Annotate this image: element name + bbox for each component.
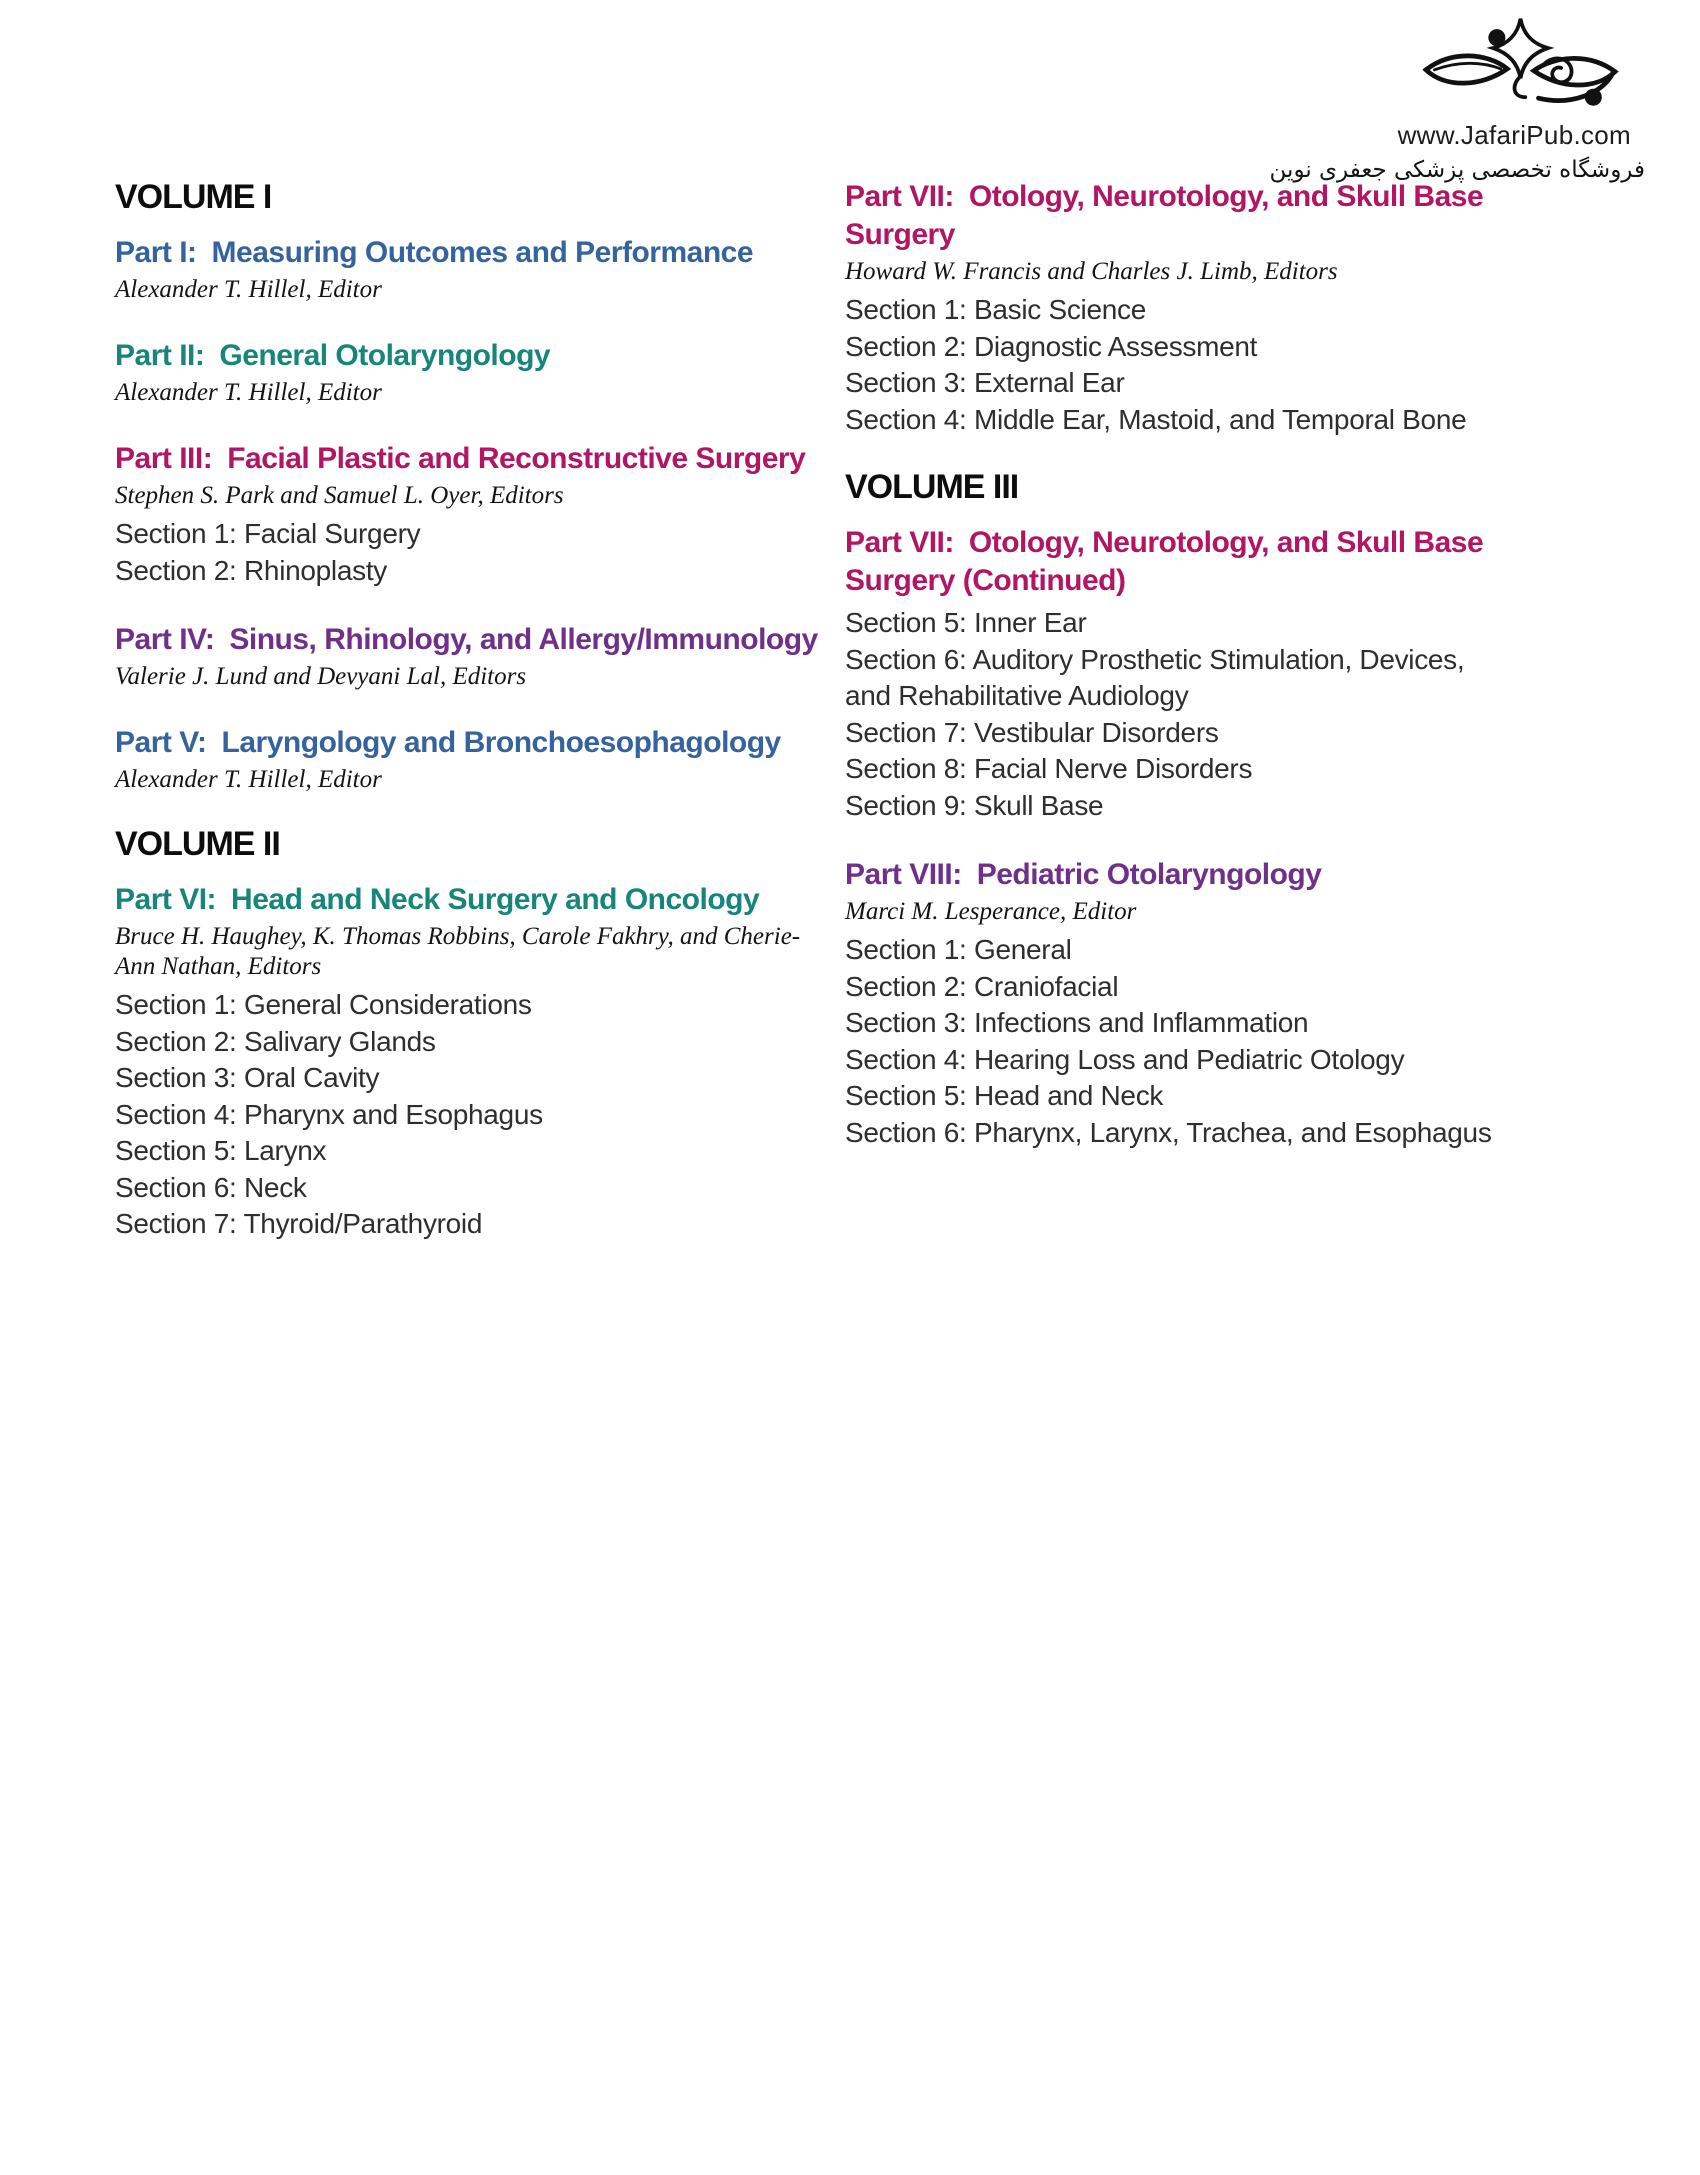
part-label: Part VI: <box>115 883 217 916</box>
volume-heading: VOLUME III <box>845 468 1019 506</box>
part-label: Part VII: <box>845 526 954 559</box>
part-editors: Stephen S. Park and Samuel L. Oyer, Editors <box>115 482 564 509</box>
section-item: Section 5: Inner Ear <box>845 607 1087 638</box>
section-item: Section 9: Skull Base <box>845 789 1104 821</box>
section-list <box>845 605 1515 824</box>
section-item: Section 3: Oral Cavity <box>115 1062 380 1093</box>
part-title-text: Laryngology and Bronchoesophagology <box>221 726 781 759</box>
section-item: Section 3: External Ear <box>845 367 1125 398</box>
part-label: Part II: <box>115 339 205 372</box>
section-item: Section 1: Facial Surgery <box>115 518 421 549</box>
part-label: Part IV: <box>115 623 215 656</box>
part-block <box>115 621 820 692</box>
part-heading <box>115 621 820 659</box>
part-heading <box>845 856 1515 894</box>
section-item: Section 6: Auditory Prosthetic Stimulation, Devices, and Rehabilitative Audiology <box>845 643 1465 711</box>
section-item: Section 2: Craniofacial <box>845 970 1119 1002</box>
section-item: Section 1: General Considerations <box>115 989 532 1020</box>
part-block <box>115 337 820 408</box>
section-item: Section 8: Facial Nerve Disorders <box>845 753 1253 784</box>
section-item: Section 6: Pharynx, Larynx, Trachea, and Esophagus <box>845 1116 1492 1148</box>
part-label: Part I: <box>115 236 197 269</box>
part-title-text: General Otolaryngology <box>219 339 551 372</box>
toc-column-left <box>115 180 820 1275</box>
toc-column-right <box>845 178 1515 1183</box>
part-title-text: Otology, Neurotology, and Skull Base Surgery (Continued) <box>845 526 1484 597</box>
part-label: Part V: <box>115 726 207 759</box>
part-label: Part VIII: <box>845 858 962 891</box>
part-title-text: Measuring Outcomes and Performance <box>211 236 754 269</box>
part-heading <box>845 524 1515 600</box>
section-item: Section 4: Pharynx and Esophagus <box>115 1098 543 1130</box>
section-item: Section 1: Basic Science <box>845 294 1146 325</box>
part-block <box>845 856 1515 1151</box>
section-list <box>115 987 820 1243</box>
section-item: Section 4: Hearing Loss and Pediatric Otology <box>845 1043 1405 1075</box>
part-block <box>845 524 1515 824</box>
volume-heading: VOLUME II <box>115 825 280 863</box>
part-heading <box>845 178 1515 254</box>
section-list <box>845 292 1515 438</box>
part-editors: Valerie J. Lund and Devyani Lal, Editors <box>115 663 527 690</box>
part-block <box>845 178 1515 438</box>
part-title-text: Facial Plastic and Reconstructive Surgery <box>227 442 806 475</box>
part-block <box>115 881 820 1243</box>
part-editors: Howard W. Francis and Charles J. Limb, Editors <box>845 258 1338 285</box>
section-item: Section 5: Larynx <box>115 1135 327 1166</box>
part-block <box>115 234 820 305</box>
section-item: Section 6: Neck <box>115 1171 307 1203</box>
section-list <box>845 932 1515 1151</box>
section-list <box>115 516 820 589</box>
section-item: Section 3: Infections and Inflammation <box>845 1007 1309 1038</box>
section-item: Section 7: Vestibular Disorders <box>845 716 1219 748</box>
part-title-text: Otology, Neurotology, and Skull Base Surgery <box>845 180 1484 251</box>
section-item: Section 7: Thyroid/Parathyroid <box>115 1208 483 1239</box>
part-heading <box>115 337 820 375</box>
logo-tagline: فروشگاه تخصصی پزشکی جعفری نوین <box>1269 157 1645 183</box>
part-editors: Alexander T. Hillel, Editor <box>115 766 382 793</box>
section-item: Section 5: Head and Neck <box>845 1080 1164 1111</box>
part-title-text: Pediatric Otolaryngology <box>976 858 1322 891</box>
part-title-text: Head and Neck Surgery and Oncology <box>231 883 760 916</box>
calligraphy-swirl-icon <box>1418 14 1623 118</box>
part-editors: Alexander T. Hillel, Editor <box>115 276 382 303</box>
section-item: Section 4: Middle Ear, Mastoid, and Temporal Bone <box>845 403 1467 435</box>
part-heading <box>115 724 820 762</box>
volume-heading: VOLUME I <box>115 178 272 216</box>
logo-site-url: www.JafariPub.com <box>1397 120 1631 150</box>
part-heading <box>115 881 820 919</box>
section-item: Section 1: General <box>845 934 1072 965</box>
part-heading <box>115 234 820 272</box>
section-item: Section 2: Salivary Glands <box>115 1025 436 1057</box>
part-editors: Bruce H. Haughey, K. Thomas Robbins, Carole Fakhry, and Cherie-Ann Nathan, Editors <box>115 923 801 980</box>
part-heading <box>115 440 820 478</box>
part-label: Part III: <box>115 442 213 475</box>
part-editors: Marci M. Lesperance, Editor <box>845 898 1137 925</box>
section-item: Section 2: Diagnostic Assessment <box>845 330 1258 362</box>
part-block <box>115 724 820 795</box>
section-item: Section 2: Rhinoplasty <box>115 554 388 586</box>
part-editors: Alexander T. Hillel, Editor <box>115 379 382 406</box>
part-block <box>115 440 820 589</box>
part-title-text: Sinus, Rhinology, and Allergy/Immunology <box>229 623 818 656</box>
publisher-logo <box>1165 14 1645 183</box>
part-label: Part VII: <box>845 180 954 213</box>
